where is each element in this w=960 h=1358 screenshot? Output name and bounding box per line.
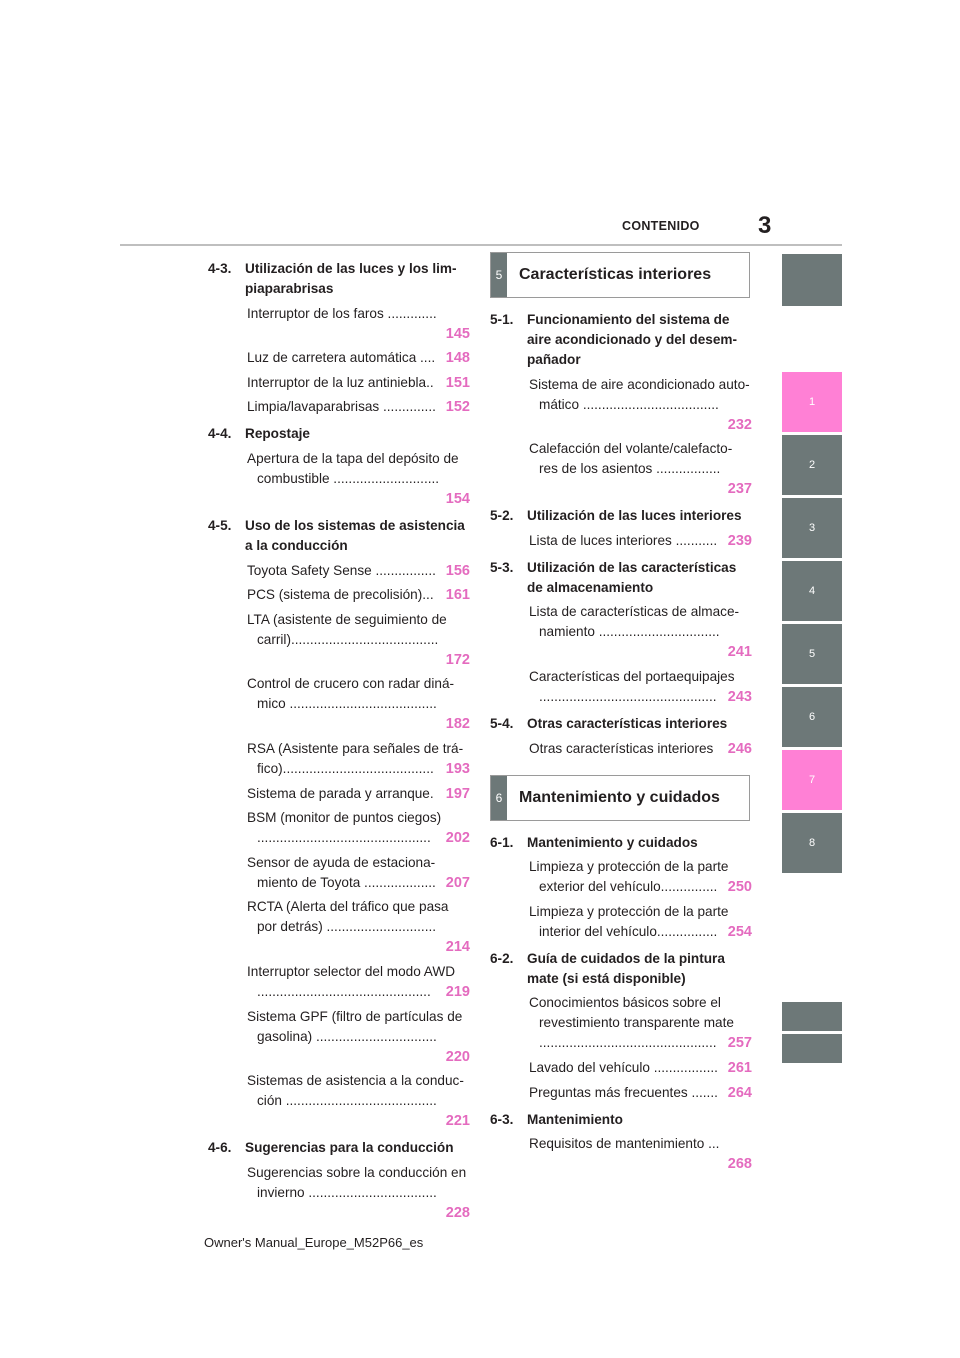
entry-text-wrap: [529, 1058, 752, 1078]
entry-text: Lista de luces interiores ...........: [529, 532, 718, 548]
chapter-tab[interactable]: [782, 750, 842, 810]
entry-page-link[interactable]: 214: [445, 939, 470, 956]
chapter-tab-label: 6: [808, 711, 816, 723]
toc-entry[interactable]: [247, 1071, 470, 1131]
toc-entry[interactable]: [529, 993, 752, 1053]
toc-entry[interactable]: [529, 531, 752, 551]
entry-page-link[interactable]: 246: [727, 740, 752, 757]
toc-section[interactable]: [490, 310, 752, 370]
entry-text-wrap: [247, 348, 470, 368]
section-number: 6-1.: [490, 834, 514, 850]
entry-text-wrap: [247, 449, 470, 509]
entry-text-wrap: [247, 561, 470, 581]
entry-text: Apertura de la tapa del depósito de combustible ............................: [247, 450, 459, 486]
entry-page-link[interactable]: 261: [727, 1059, 752, 1076]
toc-section[interactable]: [490, 558, 752, 598]
section-number: 5-4.: [490, 715, 514, 731]
entry-text: Sistema de parada y arranque.: [247, 785, 434, 801]
toc-entry[interactable]: [529, 667, 752, 707]
entry-text-wrap: [529, 531, 752, 551]
entry-page-link[interactable]: 219: [445, 983, 470, 1000]
toc-entry[interactable]: [247, 674, 470, 734]
chapter-tab[interactable]: [782, 624, 842, 684]
chapter-tab-label: 8: [808, 837, 816, 849]
entry-text: RSA (Asistente para señales de trá- fico)........................................: [247, 740, 464, 776]
chapter-tab[interactable]: [782, 1002, 842, 1031]
entry-text-wrap: [529, 739, 752, 759]
entry-text-wrap: [247, 585, 470, 605]
toc-section[interactable]: [208, 259, 470, 299]
entry-text: BSM (monitor de puntos ciegos) ..............................................: [247, 810, 442, 846]
entry-page-link[interactable]: 250: [727, 879, 752, 896]
entry-text: Control de crucero con radar diná- mico .......................................: [247, 676, 455, 712]
entry-text-wrap: [529, 1134, 752, 1174]
entry-text-wrap: [529, 667, 752, 707]
chapter-tab-label: 2: [808, 459, 816, 471]
section-number: 4-6.: [208, 1140, 232, 1156]
entry-page-link[interactable]: 241: [727, 644, 752, 661]
entry-page-link[interactable]: 221: [445, 1113, 470, 1130]
entry-text: Interruptor de los faros .............: [247, 305, 437, 321]
section-title: Utilización de las características de almacenamiento: [527, 559, 737, 595]
chapter-tab[interactable]: [782, 1034, 842, 1063]
header-title: CONTENIDO: [622, 219, 700, 233]
chapter-tab-label: 7: [808, 774, 816, 786]
header-divider: [120, 244, 842, 246]
toc-entry[interactable]: [529, 902, 752, 942]
entry-text: Sistemas de asistencia a la conduc- ción ........................................: [247, 1073, 464, 1109]
section-title: Utilización de las luces interiores: [527, 508, 742, 524]
section-number: 4-5.: [208, 517, 232, 533]
entry-page-link[interactable]: 268: [727, 1156, 752, 1173]
section-title: Utilización de las luces y los lim- piaparabrisas: [245, 261, 457, 296]
entry-text: Sistema GPF (filtro de partículas de gasolina) ................................: [247, 1008, 463, 1044]
section-title: Funcionamiento del sistema de aire acondicionado y del desem- pañador: [527, 312, 738, 367]
chapter-tab[interactable]: [782, 498, 842, 558]
chapter-5-sections: [490, 310, 752, 759]
section-number: 5-1.: [490, 312, 514, 327]
toc-entry[interactable]: [247, 1007, 470, 1067]
entry-page-link[interactable]: 151: [445, 374, 470, 391]
entry-text: LTA (asistente de seguimiento de carril).......................................: [247, 611, 447, 647]
entry-text-wrap: [247, 373, 470, 393]
entry-text-wrap: [247, 1163, 470, 1223]
chapter-tab-label: 4: [808, 585, 816, 597]
toc-entry[interactable]: [247, 585, 470, 605]
section-number: 4-4.: [208, 426, 232, 442]
chapter-5-title: Características interiores: [519, 266, 712, 283]
entry-page-link[interactable]: 161: [445, 587, 470, 604]
entry-page-link[interactable]: 172: [445, 651, 470, 668]
section-title: Uso de los sistemas de asistencia a la conducción: [245, 517, 465, 553]
page-number: 3: [758, 212, 772, 239]
chapter-6-header[interactable]: [490, 775, 750, 821]
entry-text-wrap: [529, 375, 752, 435]
entry-text: Limpieza y protección de la parte exterior del vehículo...............: [529, 859, 729, 895]
toc-entry[interactable]: [529, 602, 752, 662]
section-number: 5-2.: [490, 508, 514, 524]
entry-text: Otras características interiores: [529, 740, 714, 756]
chapter-tab-label: 3: [808, 522, 816, 534]
entry-text-wrap: [247, 808, 470, 848]
entry-text-wrap: [529, 439, 752, 499]
chapter-tab[interactable]: [782, 561, 842, 621]
entry-page-link[interactable]: 202: [445, 830, 470, 847]
entry-page-link[interactable]: 207: [445, 874, 470, 891]
entry-text-wrap: [247, 784, 470, 804]
entry-page-link[interactable]: 220: [445, 1048, 470, 1065]
entry-page-link[interactable]: 148: [445, 350, 470, 367]
chapter-6-sections: [490, 833, 752, 1175]
toc-section[interactable]: [490, 833, 752, 853]
toc-entry[interactable]: [247, 897, 470, 957]
entry-page-link[interactable]: 228: [445, 1204, 470, 1221]
entry-text: PCS (sistema de precolisión)...: [247, 587, 434, 603]
toc-entry[interactable]: [247, 784, 470, 804]
entry-page-link[interactable]: 243: [727, 688, 752, 705]
toc-entry[interactable]: [247, 610, 470, 670]
chapter-5-header[interactable]: [490, 252, 750, 298]
entry-page-link[interactable]: 156: [445, 562, 470, 579]
entry-text: Calefacción del volante/calefacto- res de los asientos .................: [529, 441, 733, 477]
entry-text: Conocimientos básicos sobre el revestimiento transparente mate ...............................................: [529, 995, 734, 1051]
entry-text-wrap: [247, 610, 470, 670]
entry-text: Limpieza y protección de la parte interior del vehículo................: [529, 903, 729, 939]
entry-text: RCTA (Alerta del tráfico que pasa por detrás) .............................: [247, 899, 449, 935]
entry-text: Lavado del vehículo .................: [529, 1059, 718, 1075]
toc-section[interactable]: [208, 424, 470, 444]
chapter-tab[interactable]: [782, 372, 842, 432]
entry-text: Sugerencias sobre la conducción en invierno ..................................: [247, 1164, 467, 1200]
toc-entry[interactable]: [247, 397, 470, 417]
toc-left-column: [208, 252, 470, 1223]
entry-text: Preguntas más frecuentes .......: [529, 1084, 718, 1100]
chapter-tab[interactable]: [782, 813, 842, 873]
toc-right-column: [490, 252, 752, 1174]
entry-page-link[interactable]: 264: [727, 1084, 752, 1101]
entry-page-link[interactable]: 145: [445, 325, 470, 342]
toc-section[interactable]: [208, 1138, 470, 1158]
section-number: 6-3.: [490, 1111, 514, 1127]
entry-text-wrap: [247, 674, 470, 734]
section-title: Guía de cuidados de la pintura mate (si está disponible): [527, 950, 725, 986]
chapter-tab[interactable]: [782, 435, 842, 495]
toc-entry[interactable]: [247, 739, 470, 779]
footer-text: Owner's Manual_Europe_M52P66_es: [204, 1235, 424, 1250]
chapter-5-number: 5: [491, 253, 507, 297]
chapter-tab-label: 5: [808, 648, 816, 660]
chapter-tab-label: 1: [808, 396, 816, 408]
toc-entry[interactable]: [529, 1134, 752, 1174]
section-number: 5-3.: [490, 559, 514, 575]
toc-entry[interactable]: [247, 561, 470, 581]
entry-page-link[interactable]: 193: [445, 760, 470, 777]
section-title: Otras características interiores: [527, 715, 728, 731]
entry-page-link[interactable]: 152: [445, 399, 470, 416]
toc-entry[interactable]: [247, 348, 470, 368]
toc-entry[interactable]: [529, 857, 752, 897]
entry-text-wrap: [247, 962, 470, 1002]
entry-page-link[interactable]: 237: [727, 481, 752, 498]
toc-section[interactable]: [490, 1110, 752, 1130]
entry-text-wrap: [247, 1007, 470, 1067]
toc-section[interactable]: [490, 714, 752, 734]
entry-text: Lista de características de almace- namiento ................................: [529, 604, 740, 640]
entry-page-link[interactable]: 232: [727, 416, 752, 433]
toc-section[interactable]: [490, 949, 752, 989]
toc-entry[interactable]: [247, 962, 470, 1002]
entry-text-wrap: [247, 739, 470, 779]
toc-entry[interactable]: [529, 739, 752, 759]
toc-section[interactable]: [490, 506, 752, 526]
entry-text: Interruptor selector del modo AWD ..............................................: [247, 963, 456, 999]
toc-entry[interactable]: [247, 1163, 470, 1223]
chapter-tab[interactable]: [782, 687, 842, 747]
chapter-tab[interactable]: [782, 254, 842, 306]
entry-text-wrap: [529, 902, 752, 942]
entry-text-wrap: [529, 993, 752, 1053]
entry-text: Sistema de aire acondicionado auto- mático ....................................: [529, 376, 750, 412]
section-number: 6-2.: [490, 950, 514, 966]
entry-page-link[interactable]: 197: [445, 785, 470, 802]
toc-entry[interactable]: [529, 375, 752, 435]
entry-page-link[interactable]: 257: [727, 1035, 752, 1052]
entry-text-wrap: [529, 857, 752, 897]
toc-entry[interactable]: [247, 304, 470, 344]
entry-text: Toyota Safety Sense ................: [247, 562, 436, 578]
entry-text: Luz de carretera automática ....: [247, 350, 436, 366]
entry-text-wrap: [529, 602, 752, 662]
entry-text: Sensor de ayuda de estaciona- miento de Toyota ...................: [247, 854, 436, 890]
entry-text: Requisitos de mantenimiento ...: [529, 1136, 720, 1152]
entry-page-link[interactable]: 254: [727, 923, 752, 940]
section-title: Repostaje: [245, 426, 310, 442]
entry-text-wrap: [247, 304, 470, 344]
entry-text: Interruptor de la luz antiniebla..: [247, 374, 434, 390]
toc-section[interactable]: [208, 516, 470, 556]
section-title: Mantenimiento: [527, 1111, 623, 1127]
entry-text: Características del portaequipajes ...............................................: [529, 668, 735, 704]
entry-text: Limpia/lavaparabrisas ..............: [247, 399, 436, 415]
entry-page-link[interactable]: 154: [445, 490, 470, 507]
entry-text-wrap: [247, 1071, 470, 1131]
entry-page-link[interactable]: 239: [727, 532, 752, 549]
toc-entry[interactable]: [247, 449, 470, 509]
toc-entry[interactable]: [529, 1083, 752, 1103]
toc-entry[interactable]: [247, 808, 470, 848]
entry-text-wrap: [247, 853, 470, 893]
chapter-6-title: Mantenimiento y cuidados: [519, 788, 720, 806]
toc-entry[interactable]: [247, 853, 470, 893]
entry-text-wrap: [247, 897, 470, 957]
section-number: 4-3.: [208, 261, 232, 276]
entry-text-wrap: [247, 397, 470, 417]
section-title: Mantenimiento y cuidados: [527, 834, 698, 850]
toc-entry[interactable]: [247, 373, 470, 393]
toc-entry[interactable]: [529, 1058, 752, 1078]
entry-text-wrap: [529, 1083, 752, 1103]
entry-page-link[interactable]: 182: [445, 716, 470, 733]
toc-entry[interactable]: [529, 439, 752, 499]
chapter-6-number: 6: [491, 776, 507, 820]
section-title: Sugerencias para la conducción: [245, 1140, 454, 1156]
